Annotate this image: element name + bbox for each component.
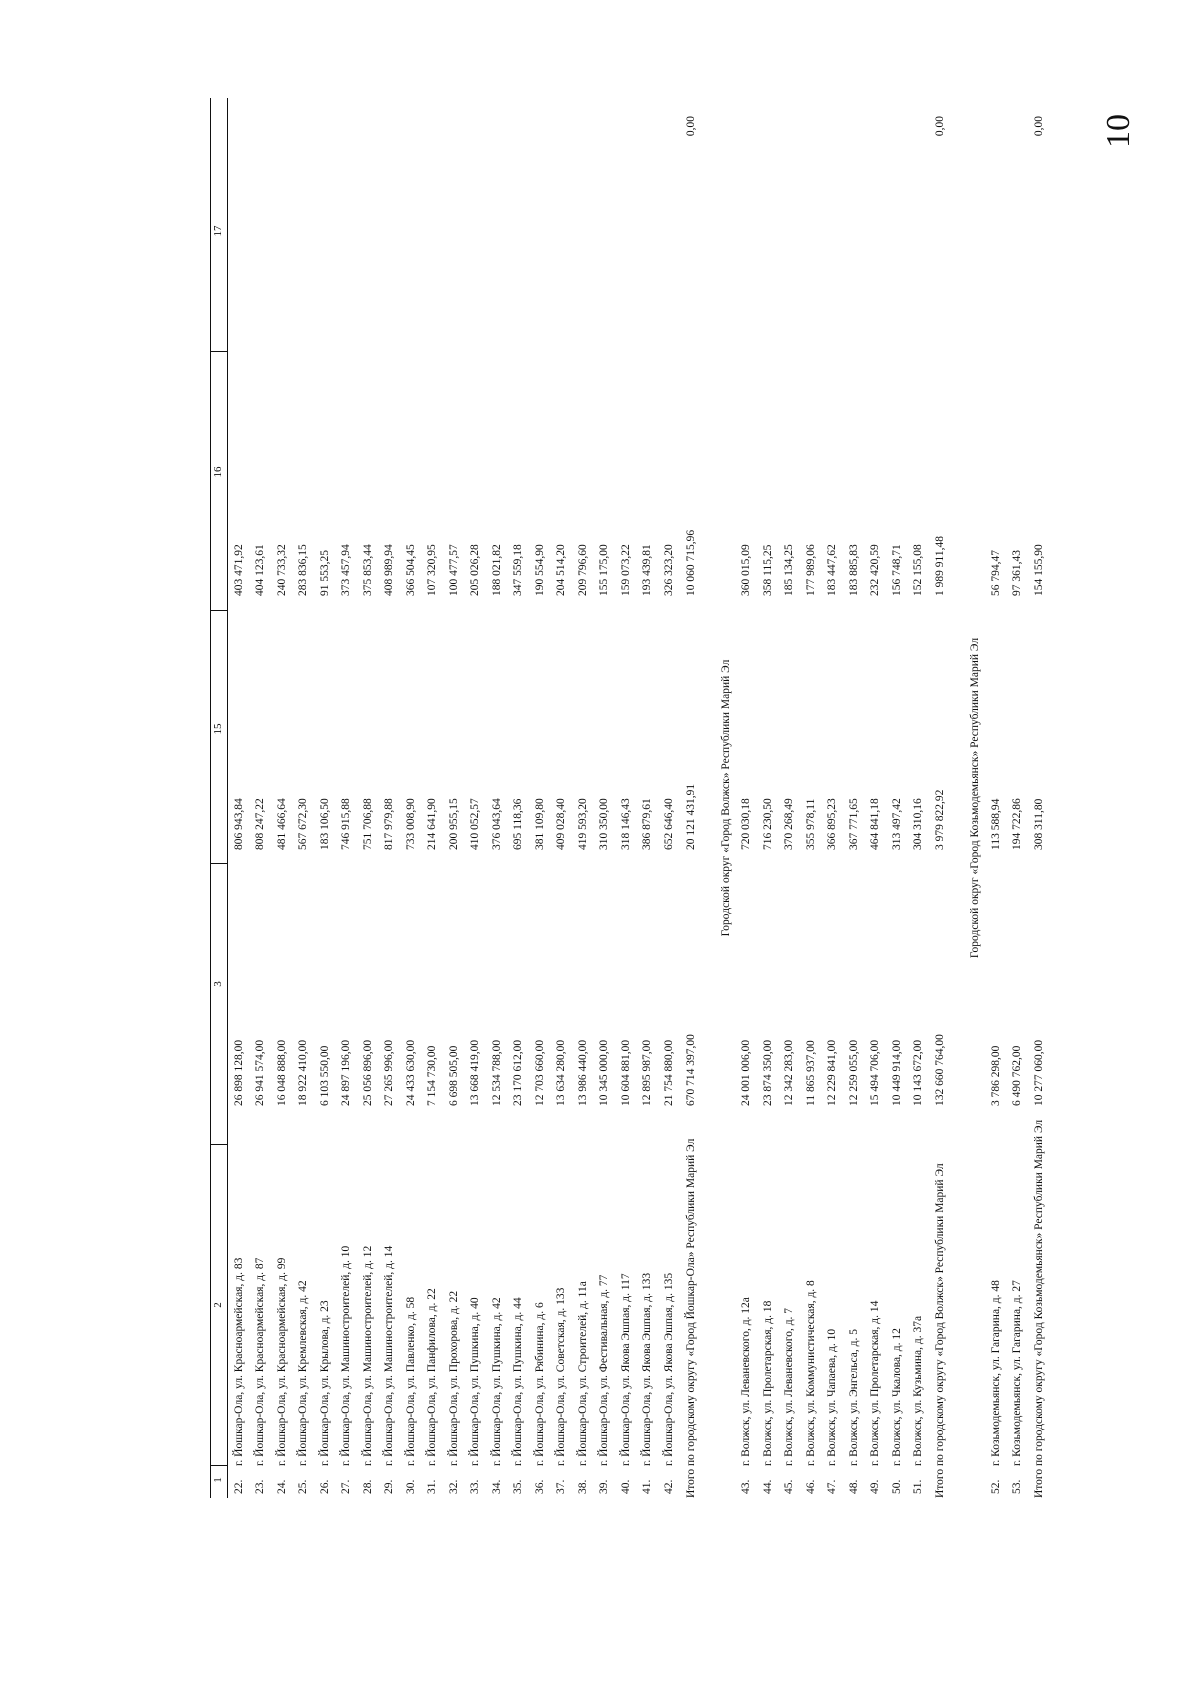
header-col-1: 1: [211, 1465, 227, 1498]
row-number: 51.: [912, 1479, 925, 1494]
row-col-16: 204 514,20: [555, 544, 568, 596]
table-row: [779, 98, 801, 1498]
row-address: г. Козьмодемьянск, ул. Гагарина, д. 27: [1011, 1280, 1024, 1466]
row-number: 25.: [297, 1479, 310, 1494]
row-col-3: 24 001 006,00: [740, 1039, 753, 1106]
row-col-15: 370 268,49: [783, 798, 796, 850]
row-col-16: 232 420,59: [869, 544, 882, 596]
row-number: 43.: [740, 1479, 753, 1494]
row-address: г. Волжск, ул. Леваневского, д. 12а: [740, 1297, 753, 1466]
row-address: г. Йошкар-Ола, ул. Строителей, д. 11а: [576, 1281, 589, 1466]
row-col-3: 13 986 440,00: [576, 1039, 589, 1106]
row-address: г. Волжск, ул. Пролетарская, д. 14: [869, 1300, 882, 1466]
table-row: [379, 98, 401, 1498]
row-address: г. Йошкар-Ола, ул. Машиностроителей, д. 10: [340, 1245, 353, 1466]
table-row: [822, 98, 844, 1498]
row-col-15: 310 350,00: [598, 798, 611, 850]
row-address: г. Йошкар-Ола, ул. Рябинина, д. 6: [533, 1302, 546, 1466]
row-col-16: 347 559,18: [512, 544, 525, 596]
row-number: 41.: [641, 1479, 654, 1494]
row-number: 46.: [804, 1479, 817, 1494]
table-row: [615, 98, 637, 1498]
row-address: г. Йошкар-Ола, ул. Красноармейская, д. 87: [254, 1257, 267, 1466]
table-row: [422, 98, 444, 1498]
table-row: [357, 98, 379, 1498]
row-col-16: 177 989,06: [804, 544, 817, 596]
table-row: [465, 98, 487, 1498]
row-col-15: 695 118,36: [512, 798, 525, 850]
row-col-15: 464 841,18: [869, 798, 882, 850]
row-col-16: 193 439,81: [641, 544, 654, 596]
row-address: г. Йошкар-Ола, ул. Пушкина, д. 42: [490, 1297, 503, 1466]
row-address: г. Йошкар-Ола, ул. Кремлевская, д. 42: [297, 1280, 310, 1466]
table-row: [908, 98, 930, 1498]
table-row: [250, 98, 272, 1498]
total-col-3: 10 277 060,00: [1033, 1039, 1045, 1106]
total-col-15: 20 121 431,91: [684, 783, 697, 850]
row-col-15: 214 641,90: [426, 798, 439, 850]
row-col-15: 733 008,90: [404, 798, 417, 850]
row-col-15: 716 230,50: [761, 798, 774, 850]
row-address: г. Йошкар-Ола, ул. Пушкина, д. 44: [512, 1297, 525, 1466]
row-address: г. Йошкар-Ола, ул. Красноармейская, д. 83: [232, 1257, 245, 1466]
row-col-3: 16 048 888,00: [275, 1039, 288, 1106]
row-address: г. Йошкар-Ола, ул. Красноармейская, д. 99: [275, 1257, 288, 1466]
row-col-15: 313 497,42: [890, 798, 903, 850]
row-col-3: 6 490 762,00: [1011, 1045, 1024, 1106]
table-row: [314, 98, 336, 1498]
table-row: [658, 98, 680, 1498]
total-row: [1028, 98, 1050, 1498]
table-header: [210, 98, 228, 1498]
row-number: 27.: [340, 1479, 353, 1494]
table-row: [736, 98, 758, 1498]
row-col-16: 408 989,94: [383, 544, 396, 596]
row-col-3: 7 154 730,00: [426, 1045, 439, 1106]
table-row: [228, 98, 250, 1498]
row-number: 42.: [662, 1479, 675, 1494]
row-address: г. Волжск, ул. Энгельса, д. 5: [847, 1329, 860, 1466]
row-col-15: 367 771,65: [847, 798, 860, 850]
row-col-3: 21 754 880,00: [662, 1039, 675, 1106]
row-number: 50.: [890, 1479, 903, 1494]
row-number: 28.: [361, 1479, 374, 1494]
row-col-16: 283 836,15: [297, 544, 310, 596]
row-number: 35.: [512, 1479, 525, 1494]
row-col-16: 240 733,32: [275, 544, 288, 596]
row-number: 39.: [598, 1479, 611, 1494]
row-address: г. Йошкар-Ола, ул. Крылова, д. 23: [318, 1300, 331, 1466]
total-col-16: 154 155,90: [1033, 544, 1045, 596]
row-col-16: 183 447,62: [826, 544, 839, 596]
total-col-17: 0,00: [934, 116, 946, 137]
row-col-3: 6 698 505,00: [447, 1045, 460, 1106]
row-address: г. Йошкар-Ола, ул. Пушкина, д. 40: [469, 1297, 482, 1466]
table-row: [572, 98, 594, 1498]
row-address: г. Волжск, ул. Леваневского, д. 7: [783, 1307, 796, 1466]
row-col-16: 183 885,83: [847, 544, 860, 596]
table-row: [757, 98, 779, 1498]
row-col-3: 18 922 410,00: [297, 1039, 310, 1106]
section-title: Городской округ «Город Волжск» Республики Марий Эл: [719, 659, 732, 937]
table-row: [637, 98, 659, 1498]
table-row: [336, 98, 358, 1498]
section-gap: [951, 98, 965, 1498]
row-col-16: 107 320,95: [426, 544, 439, 596]
row-number: 38.: [576, 1479, 589, 1494]
row-address: г. Йошкар-Ола, ул. Павленко, д. 58: [404, 1296, 417, 1466]
total-label: Итого по городскому округу «Город Козьмодемьянск» Республики Марий Эл: [1033, 1119, 1045, 1498]
row-number: 34.: [490, 1479, 503, 1494]
row-col-15: 381 109,80: [533, 798, 546, 850]
row-col-16: 152 155,08: [912, 544, 925, 596]
total-label: Итого по городскому округу «Город Йошкар-Ола» Республики Марий Эл: [684, 1138, 697, 1498]
row-col-16: 375 853,44: [361, 544, 374, 596]
row-number: 52.: [989, 1479, 1002, 1494]
row-col-15: 808 247,22: [254, 798, 267, 850]
total-col-16: 1 989 911,48: [934, 536, 946, 596]
table-row: [1007, 98, 1029, 1498]
total-label: Итого по городскому округу «Город Волжск» Республики Марий Эл: [934, 1163, 946, 1498]
row-col-3: 12 703 660,00: [533, 1039, 546, 1106]
row-col-3: 11 865 937,00: [804, 1040, 817, 1106]
table-row: [529, 98, 551, 1498]
row-col-16: 205 026,28: [469, 544, 482, 596]
row-col-15: 376 043,64: [490, 798, 503, 850]
row-col-3: 26 941 574,00: [254, 1039, 267, 1106]
row-number: 32.: [447, 1479, 460, 1494]
row-col-15: 567 672,30: [297, 798, 310, 850]
header-col-2: 2: [211, 1144, 227, 1465]
section-title: Городской округ «Город Козьмодемьянск» Республики Марий Эл: [969, 637, 981, 959]
table-row: [400, 98, 422, 1498]
row-col-16: 373 457,94: [340, 544, 353, 596]
row-address: г. Волжск, ул. Пролетарская, д. 18: [761, 1300, 774, 1466]
row-col-16: 100 477,57: [447, 544, 460, 596]
total-col-3: 670 714 397,00: [684, 1034, 697, 1106]
row-address: г. Йошкар-Ола, ул. Якова Эшпая, д. 117: [619, 1273, 632, 1466]
row-number: 49.: [869, 1479, 882, 1494]
section-gap: [702, 98, 716, 1498]
row-col-3: 10 345 000,00: [598, 1039, 611, 1106]
row-col-16: 366 504,45: [404, 544, 417, 596]
row-col-16: 358 115,25: [761, 544, 774, 596]
row-col-15: 194 722,86: [1011, 798, 1024, 850]
row-number: 22.: [232, 1479, 245, 1494]
row-number: 36.: [533, 1479, 546, 1494]
table-row: [551, 98, 573, 1498]
row-col-3: 26 898 128,00: [232, 1039, 245, 1106]
row-col-15: 200 955,15: [447, 798, 460, 850]
row-col-15: 652 646,40: [662, 798, 675, 850]
row-number: 47.: [826, 1479, 839, 1494]
header-col-17: 17: [212, 225, 224, 237]
row-address: г. Волжск, ул. Кузьмина, д. 37а: [912, 1315, 925, 1466]
row-address: г. Йошкар-Ола, ул. Якова Эшпая, д. 133: [641, 1272, 654, 1466]
row-col-16: 91 553,25: [318, 550, 331, 596]
row-col-15: 366 895,23: [826, 798, 839, 850]
row-col-16: 403 471,92: [232, 544, 245, 596]
row-col-15: 386 879,61: [641, 798, 654, 850]
row-number: 45.: [783, 1479, 796, 1494]
total-col-15: 308 311,80: [1033, 798, 1045, 850]
table-row: [594, 98, 616, 1498]
row-number: 40.: [619, 1479, 632, 1494]
row-address: г. Волжск, ул. Чапаева, д. 10: [826, 1328, 839, 1466]
row-col-3: 10 143 672,00: [912, 1039, 925, 1106]
row-number: 31.: [426, 1479, 439, 1494]
row-col-16: 190 554,90: [533, 544, 546, 596]
header-col-16: 16: [211, 351, 227, 610]
row-number: 53.: [1011, 1479, 1024, 1494]
table-row: [508, 98, 530, 1498]
row-col-16: 185 134,25: [783, 544, 796, 596]
row-col-15: 318 146,43: [619, 798, 632, 850]
row-address: г. Йошкар-Ола, ул. Фестивальная, д. 77: [598, 1274, 611, 1466]
row-col-15: 481 466,64: [275, 798, 288, 850]
total-row: [929, 98, 951, 1498]
row-col-15: 355 978,11: [804, 798, 817, 850]
row-col-3: 15 494 706,00: [869, 1039, 882, 1106]
row-number: 29.: [383, 1479, 396, 1494]
row-col-15: 304 310,16: [912, 798, 925, 850]
table-row: [486, 98, 508, 1498]
table-row: [886, 98, 908, 1498]
row-number: 44.: [761, 1479, 774, 1494]
rotated-table-stage: [210, 98, 1045, 1498]
row-col-3: 13 668 419,00: [469, 1039, 482, 1106]
row-col-16: 155 175,00: [598, 544, 611, 596]
row-address: г. Йошкар-Ола, ул. Прохорова, д. 22: [447, 1290, 460, 1466]
total-col-15: 3 979 822,92: [934, 789, 946, 850]
row-address: г. Волжск, ул. Коммунистическая, д. 8: [804, 1280, 817, 1466]
row-col-15: 410 052,57: [469, 798, 482, 850]
row-number: 37.: [555, 1479, 568, 1494]
total-col-16: 10 060 715,96: [684, 529, 697, 596]
budget-table: [210, 98, 1045, 1498]
row-number: 24.: [275, 1479, 288, 1494]
row-col-16: 209 796,60: [576, 544, 589, 596]
row-col-15: 409 028,40: [555, 798, 568, 850]
table-row: [843, 98, 865, 1498]
row-col-3: 12 895 987,00: [641, 1039, 654, 1106]
row-col-3: 10 449 914,00: [890, 1039, 903, 1106]
row-col-15: 817 979,88: [383, 798, 396, 850]
row-number: 33.: [469, 1479, 482, 1494]
row-col-3: 23 170 612,00: [512, 1039, 525, 1106]
row-number: 26.: [318, 1479, 331, 1494]
row-address: г. Йошкар-Ола, ул. Машиностроителей, д. 12: [361, 1245, 374, 1466]
row-col-3: 12 342 283,00: [783, 1039, 796, 1106]
header-col-3: 3: [211, 863, 227, 1144]
row-col-15: 751 706,88: [361, 798, 374, 850]
row-address: г. Козьмодемьянск, ул. Гагарина, д. 48: [989, 1280, 1002, 1466]
row-address: г. Йошкар-Ола, ул. Машиностроителей, д. 14: [383, 1245, 396, 1466]
row-address: г. Волжск, ул. Чкалова, д. 12: [890, 1328, 903, 1466]
row-col-16: 97 361,43: [1011, 550, 1024, 596]
row-col-3: 25 056 896,00: [361, 1039, 374, 1106]
row-address: г. Йошкар-Ола, ул. Советская, д. 133: [555, 1287, 568, 1466]
row-col-3: 13 634 280,00: [555, 1039, 568, 1106]
row-col-16: 188 021,82: [490, 544, 503, 596]
table-row: [865, 98, 887, 1498]
row-col-16: 326 323,20: [662, 544, 675, 596]
row-col-3: 3 786 298,00: [989, 1045, 1002, 1106]
row-number: 48.: [847, 1479, 860, 1494]
row-number: 23.: [254, 1479, 267, 1494]
row-col-16: 56 794,47: [989, 550, 1002, 596]
header-col-15: 15: [211, 610, 227, 863]
row-col-3: 12 534 788,00: [490, 1039, 503, 1106]
row-col-15: 183 106,50: [318, 798, 331, 850]
row-col-3: 12 259 055,00: [847, 1039, 860, 1106]
row-col-3: 12 229 841,00: [826, 1039, 839, 1106]
total-row: [680, 98, 702, 1498]
row-col-3: 23 874 350,00: [761, 1039, 774, 1106]
row-col-3: 24 897 196,00: [340, 1039, 353, 1106]
row-col-15: 720 030,18: [740, 798, 753, 850]
row-col-15: 113 588,94: [989, 798, 1002, 850]
row-col-3: 10 604 881,00: [619, 1039, 632, 1106]
row-col-3: 27 265 996,00: [383, 1039, 396, 1106]
row-number: 30.: [404, 1479, 417, 1494]
page-number: 10: [1100, 114, 1137, 148]
row-col-16: 156 748,71: [890, 544, 903, 596]
row-col-16: 159 073,22: [619, 544, 632, 596]
row-address: г. Йошкар-Ола, ул. Якова Эшпая, д. 135: [662, 1272, 675, 1466]
row-col-3: 6 103 550,00: [318, 1045, 331, 1106]
row-col-15: 806 943,84: [232, 798, 245, 850]
row-col-16: 360 015,09: [740, 544, 753, 596]
row-col-15: 419 593,20: [576, 798, 589, 850]
table-row: [293, 98, 315, 1498]
row-address: г. Йошкар-Ола, ул. Панфилова, д. 22: [426, 1288, 439, 1466]
row-col-15: 746 915,88: [340, 798, 353, 850]
table-row: [800, 98, 822, 1498]
total-col-17: 0,00: [1033, 116, 1045, 137]
table-row: [443, 98, 465, 1498]
table-row: [985, 98, 1007, 1498]
table-row: [271, 98, 293, 1498]
row-col-3: 24 433 630,00: [404, 1039, 417, 1106]
total-col-17: 0,00: [684, 116, 697, 137]
table-body: [228, 98, 1050, 1498]
row-col-16: 404 123,61: [254, 544, 267, 596]
total-col-3: 132 660 764,00: [934, 1034, 946, 1106]
